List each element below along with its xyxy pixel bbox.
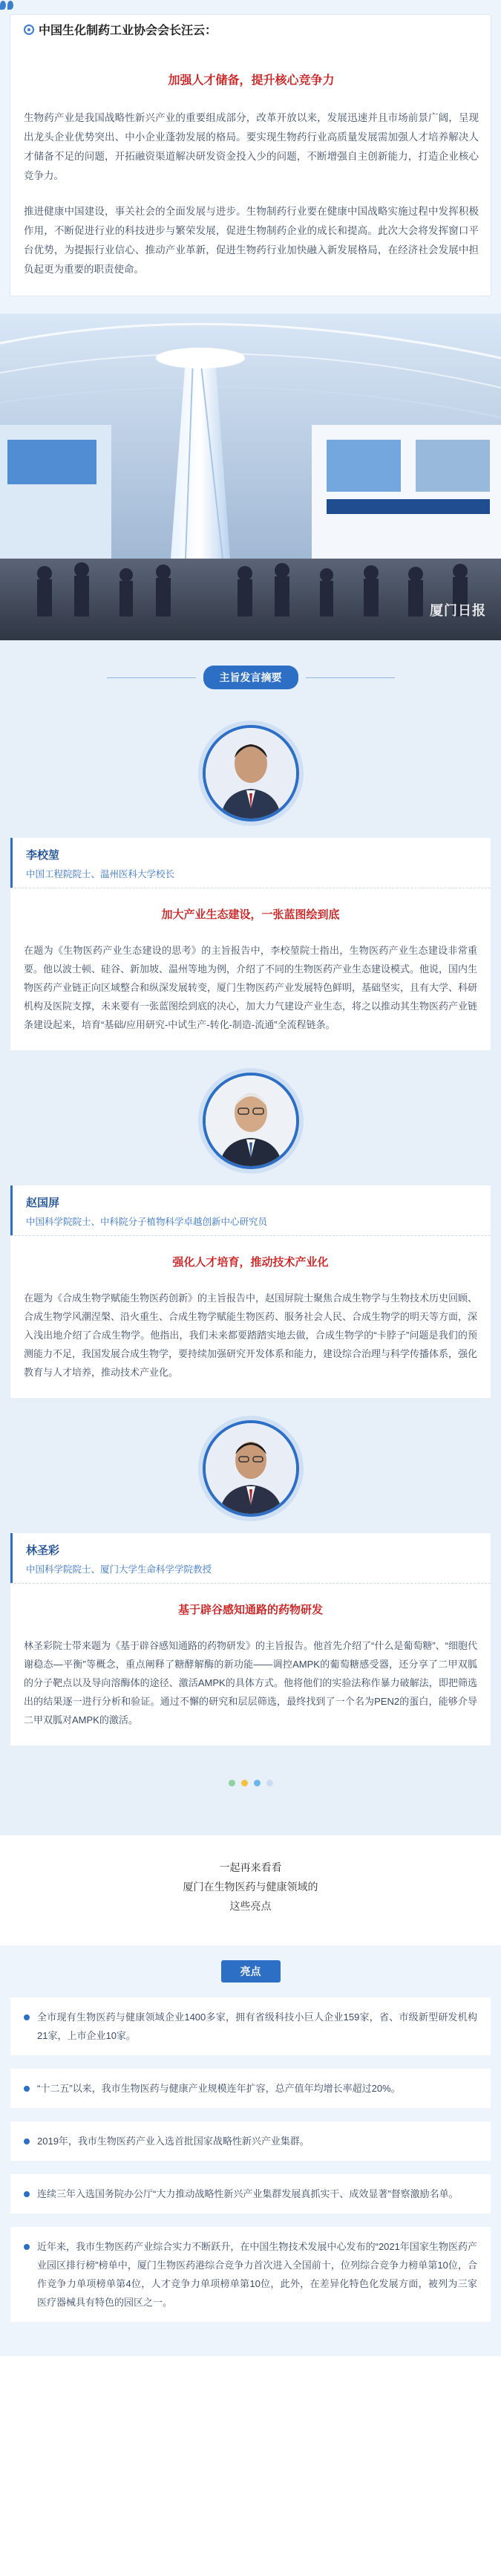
highlight-text: 连续三年入选国务院办公厅“大力推动战略性新兴产业集群发展真抓实干、成效显著”督察激励名单。 <box>37 2188 459 2199</box>
dot-icon <box>241 1780 248 1786</box>
intro-paragraph-1: 生物药产业是我国战略性新兴产业的重要组成部分，改革开放以来，发展迅速并且市场前景广阔，呈现出龙头企业优势突出、中小企业蓬勃发展的格局。要实现生物药行业高质量发展需加强人才培养解决人才储备不足的问题，开拓融资渠道解决研发资金投入少的问题，不断增强自主创新能力，打造企业核心竞争力。 <box>24 112 479 181</box>
highlight-text: “十二五”以来，我市生物医药与健康产业规模连年扩容，总产值年均增长率超过20%。 <box>37 2083 401 2094</box>
speaker-avatar <box>203 725 299 822</box>
speaker-title: 中国工程院院士、温州医科大学校长 <box>26 869 175 879</box>
speakers-section <box>0 640 501 1835</box>
quote-mark-icon <box>0 0 16 10</box>
bullet-icon <box>24 2138 30 2144</box>
highlight-text: 全市现有生物医药与健康领域企业1400多家，拥有省级科技小巨人企业159家，省、市级新型研发机构21家，上市企业10家。 <box>37 2011 477 2041</box>
intro-lead: 中国生化制药工业协会会长汪云： <box>39 25 217 37</box>
speaker-body: 林圣彩院士带来题为《基于辟谷感知通路的药物研发》的主旨报告。他首先介绍了“什么是葡萄糖”、“细胞代谢稳态—平衡”等概念，重点阐释了糖酵解酶的新功能——调控AMPK的葡萄糖感受器，还分享了二甲双胍的分子靶点以及导向溶酶体的途径、激活AMPK的具体方式。他将他们的实验法称作暴力破解法，即把筛选出的结果逐一进行分析和验证。通过不懈的研究和层层筛选，最终找到了一个名为PEN2的蛋白，能够介导二甲双胍对AMPK的激活。 <box>24 1640 477 1726</box>
bullet-icon <box>24 2014 30 2020</box>
speaker-summary <box>10 1583 491 1746</box>
speaker-headline: 基于辟谷感知通路的药物研发 <box>177 1604 323 1616</box>
speaker-title: 中国科学院院士、厦门大学生命科学学院教授 <box>26 1564 212 1575</box>
exhibition-hall-illustration <box>0 313 501 640</box>
bullet-icon <box>24 2191 30 2197</box>
speaker-name: 赵国屏 <box>26 1197 60 1209</box>
exhibition-photo <box>0 313 501 640</box>
bullet-icon <box>24 2244 30 2250</box>
speaker-headline: 加大产业生态建设，一张蓝图绘到底 <box>161 908 340 921</box>
speaker-card <box>0 1073 501 1398</box>
intro-headline: 加强人才储备，提升核心竞争力 <box>168 74 335 87</box>
decorative-dots <box>0 1768 501 1813</box>
highlights-list <box>10 1997 491 2322</box>
dot-icon <box>229 1780 235 1786</box>
speaker-card <box>0 725 501 1050</box>
speaker-avatar <box>203 1073 299 1169</box>
highlights-tag: 亮点 <box>221 1960 281 1983</box>
speaker-name: 李校堃 <box>26 849 60 862</box>
speaker-headline: 强化人才培育，推动技术产业化 <box>172 1256 329 1269</box>
bullet-icon <box>24 2086 30 2092</box>
speaker-card <box>0 1420 501 1746</box>
speaker-summary <box>10 888 491 1050</box>
list-item <box>10 2121 491 2161</box>
highlights-intro <box>0 1835 501 1945</box>
highlights-intro-line: 这些亮点 <box>229 1900 272 1912</box>
dot-icon <box>254 1780 261 1786</box>
intro-section <box>0 0 501 313</box>
speaker-name: 林圣彩 <box>26 1544 60 1557</box>
speaker-name-block <box>10 1185 491 1235</box>
location-pin-icon <box>24 25 34 35</box>
speaker-summary <box>10 1235 491 1398</box>
list-item <box>10 2069 491 2108</box>
list-item <box>10 2174 491 2214</box>
list-item <box>10 2227 491 2322</box>
speakers-section-tag: 主旨发言摘要 <box>203 666 298 689</box>
speaker-name-block <box>10 1533 491 1583</box>
speaker-title: 中国科学院院士、中科院分子植物科学卓越创新中心研究员 <box>26 1217 268 1227</box>
intro-lead-row <box>24 21 479 38</box>
highlights-section <box>0 1945 501 2356</box>
highlight-text: 近年来，我市生物医药产业综合实力不断跃升，在中国生物技术发展中心发布的“2021年国家生物医药产业园区排行榜”榜单中，厦门生物医药港综合竞争力首次进入全国前十，位列综合竞争力榜单第10位，合作竞争力单项榜单第4位，人才竞争力单项榜单第10位，此外，在差异化特色化发展方面，被列为三家医疗器械具有特色的园区之一。 <box>37 2241 477 2308</box>
list-item <box>10 1997 491 2055</box>
speaker-name-block <box>10 838 491 888</box>
intro-card <box>10 15 491 296</box>
dot-icon <box>266 1780 273 1786</box>
highlight-text: 2019年，我市生物医药产业入选首批国家战略性新兴产业集群。 <box>37 2136 310 2147</box>
highlights-intro-line: 厦门在生物医药与健康领域的 <box>183 1881 318 1893</box>
highlights-intro-line: 一起再来看看 <box>219 1861 282 1873</box>
photo-watermark: 厦门日报 <box>430 603 486 618</box>
intro-paragraph-2: 推进健康中国建设，事关社会的全面发展与进步。生物制药行业要在健康中国战略实施过程中发挥积极作用，不断促进行业的科技进步与繁荣发展，促进生物制药企业的成长和提高。此次大会将发挥窗口平台优势，为提振行业信心、推动产业革新，促进生物药行业加快融入新发展格局，在经济社会发展中担负起更为重要的职责使命。 <box>24 206 479 275</box>
speaker-avatar <box>203 1420 299 1517</box>
speaker-body: 在题为《生物医药产业生态建设的思考》的主旨报告中，李校堃院士指出，生物医药产业生态建设非常重要。他以波士顿、硅谷、新加坡、温州等地为例，介绍了不同的生物医药产业生态建设模式。他说，国内生物医药产业链正向区域整合和纵深发展转变，厦门生物医药产业发展特色鲜明，基础坚实，且有大学、科研机构及医院支撑，未来要有一张蓝图绘到底的决心，加大力气建设产业生态，将之以推动其生物医药产业链条建设起来，培育“基础/应用研究-中试生产-转化-制造-流通”全流程链条。 <box>24 945 478 1030</box>
speaker-body: 在题为《合成生物学赋能生物医药创新》的主旨报告中，赵国屏院士聚焦合成生物学与生物技术历史回顾、合成生物学风潮涅槃、沿火重生、合成生物学赋能生物医药、服务社会人民、合成生物学的明天等方面，深入浅出地介绍了合成生物学。他指出，我们未来都要踏踏实地去做，合成生物学的“卡脖子”问题是我们的预测能力不足，我国发展合成生物学，要持续加强研究开发体系和能力，建设综合治理与科学传播体系，强化教育与人才培养，推动技术产业化。 <box>24 1292 478 1378</box>
